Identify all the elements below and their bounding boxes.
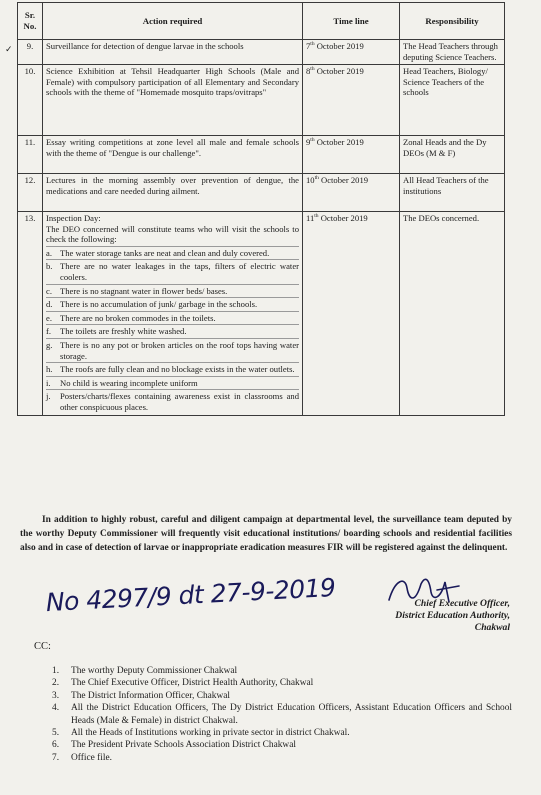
list-item: 7. Office file. bbox=[52, 752, 112, 763]
header-responsibility: Responsibility bbox=[400, 3, 505, 40]
row-time: 7th October 2019 bbox=[303, 40, 400, 65]
row-sr: 13. bbox=[18, 212, 43, 416]
closing-paragraph: In addition to highly robust, careful and diligent campaign at departmental level, the surveillance team deputed by the worthy Deputy Commissioner will frequently visit educational institutions/ boarding schools and residential facilities also and in case of detection of larvae or inappropriate eradication measures FIR will be registered against the delinquent. bbox=[20, 515, 512, 553]
row-responsibility: The Head Teachers through deputing Science Teachers. bbox=[400, 40, 505, 65]
header-action: Action required bbox=[43, 3, 303, 40]
signatory-block bbox=[360, 598, 510, 634]
signatory-location: Chakwal bbox=[474, 622, 510, 633]
list-item: 2. The Chief Executive Officer, District Health Authority, Chakwal bbox=[52, 678, 314, 689]
inspection-title: Inspection Day: bbox=[46, 213, 101, 223]
table-header-row bbox=[18, 3, 505, 40]
row-time: 8th October 2019 bbox=[303, 65, 400, 136]
table-row bbox=[18, 212, 505, 416]
action-plan-table bbox=[17, 2, 505, 416]
row-responsibility: Zonal Heads and the Dy DEOs (M & F) bbox=[400, 136, 505, 174]
row-responsibility: Head Teachers, Biology/ Science Teachers of the schools bbox=[400, 65, 505, 136]
table-row bbox=[18, 174, 505, 212]
list-item: 6. The President Private Schools Association District Chakwal bbox=[52, 740, 296, 751]
inspection-intro: The DEO concerned will constitute teams who will visit the schools to check the following: bbox=[46, 223, 299, 245]
row-action: Surveillance for detection of dengue larvae in the schools bbox=[43, 40, 303, 65]
cc-distribution-list bbox=[52, 665, 512, 764]
list-item: h. The roofs are fully clean and no blockage exists in the water outlets. bbox=[46, 362, 299, 376]
row-action: Lectures in the morning assembly over prevention of dengue, the medications and care needed during ailment. bbox=[43, 174, 303, 212]
row-action bbox=[43, 212, 303, 416]
header-sr-no: Sr. No. bbox=[18, 3, 43, 40]
list-item: c. There is no stagnant water in flower beds/ bases. bbox=[46, 284, 299, 298]
row-sr: 9. bbox=[18, 40, 43, 65]
row-sr: 10. bbox=[18, 65, 43, 136]
row-action: Science Exhibition at Tehsil Headquarter High Schools (Male and Female) with compulsory participation of all Elementary and Secondary schools with the theme of "Homemade mosquito traps/ovitraps" bbox=[43, 65, 303, 136]
list-item: g. There is no any pot or broken articles on the roof tops having water storage. bbox=[46, 339, 299, 361]
signatory-authority: District Education Authority, bbox=[395, 610, 510, 621]
list-item: i. No child is wearing incomplete uniform bbox=[46, 376, 299, 390]
handwritten-dispatch-note: No 4297/9 dt 27-9-2019 bbox=[45, 572, 337, 618]
header-time-line: Time line bbox=[303, 3, 400, 40]
row-sr: 11. bbox=[18, 136, 43, 174]
table-row bbox=[18, 65, 505, 136]
row-sr: 12. bbox=[18, 174, 43, 212]
margin-tick-mark: ✓ bbox=[5, 44, 13, 54]
table-row bbox=[18, 40, 505, 65]
list-item: a. The water storage tanks are neat and clean and duly covered. bbox=[46, 246, 299, 260]
inspection-checklist bbox=[46, 246, 299, 414]
table-row bbox=[18, 136, 505, 174]
row-time: 10th October 2019 bbox=[303, 174, 400, 212]
list-item: 3. The District Information Officer, Chakwal bbox=[52, 690, 231, 701]
list-item: 5. All the Heads of Institutions working in private sector in district Chakwal. bbox=[52, 728, 350, 739]
list-item: 4. All the District Education Officers, The Dy District Education Officers, Assistant Education Officers and School Heads (Male & Female) in district Chakwal. bbox=[52, 703, 512, 726]
list-item: j. Posters/charts/flexes containing awareness exist in classrooms and other conspicuous places. bbox=[46, 391, 299, 412]
list-item: f. The toilets are freshly white washed. bbox=[46, 324, 299, 338]
signatory-title: Chief Executive Officer, bbox=[414, 598, 510, 609]
row-responsibility: All Head Teachers of the institutions bbox=[400, 174, 505, 212]
row-responsibility: The DEOs concerned. bbox=[400, 212, 505, 416]
list-item: 1. The worthy Deputy Commissioner Chakwal bbox=[52, 666, 238, 676]
row-time: 9th October 2019 bbox=[303, 136, 400, 174]
cc-label: CC: bbox=[34, 641, 51, 652]
row-action: Essay writing competitions at zone level all male and female schools with the theme of "Dengue is our challenge". bbox=[43, 136, 303, 174]
list-item: b. There are no water leakages in the taps, filters of electric water coolers. bbox=[46, 261, 299, 282]
list-item: d. There is no accumulation of junk/ garbage in the schools. bbox=[46, 297, 299, 311]
row-time: 11th October 2019 bbox=[303, 212, 400, 416]
list-item: e. There are no broken commodes in the toilets. bbox=[46, 311, 299, 325]
